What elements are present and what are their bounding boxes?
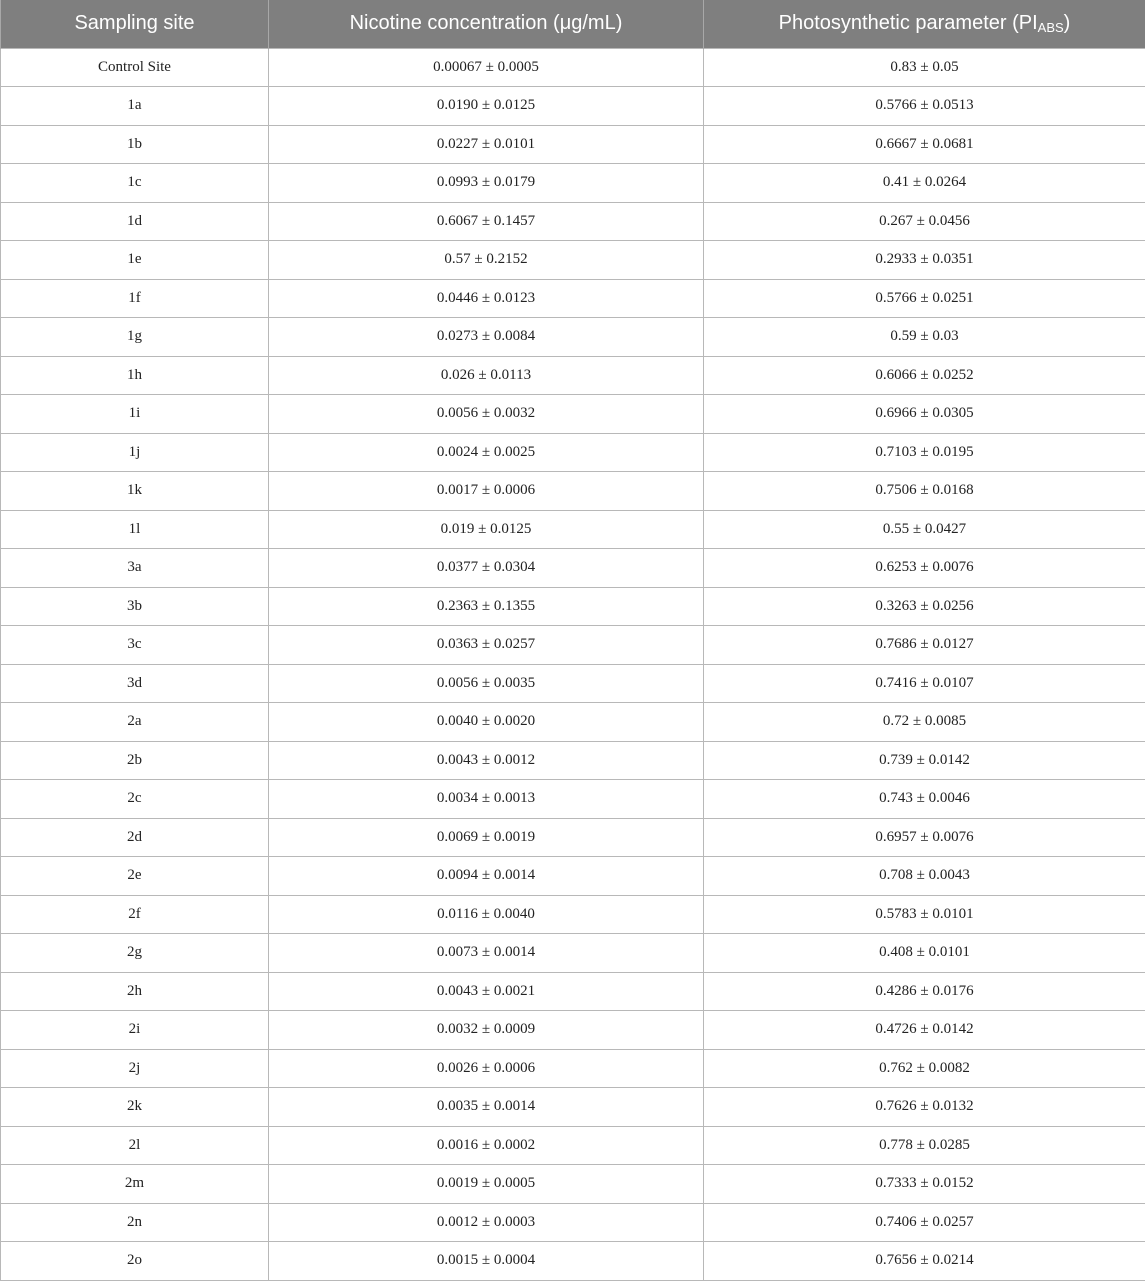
cell-nicotine-concentration: 0.0116 ± 0.0040 (269, 895, 704, 934)
cell-nicotine-concentration: 0.0024 ± 0.0025 (269, 433, 704, 472)
cell-nicotine-concentration: 0.0227 ± 0.0101 (269, 125, 704, 164)
cell-sampling-site: 1b (1, 125, 269, 164)
header-nicotine-concentration: Nicotine concentration (μg/mL) (269, 0, 704, 48)
table-row (1, 279, 1145, 318)
table-body (1, 48, 1145, 1280)
header-photosynthetic-parameter (704, 0, 1145, 48)
cell-photosynthetic-parameter: 0.6966 ± 0.0305 (704, 395, 1145, 434)
cell-nicotine-concentration: 0.57 ± 0.2152 (269, 241, 704, 280)
cell-nicotine-concentration: 0.0056 ± 0.0032 (269, 395, 704, 434)
cell-sampling-site: 1d (1, 202, 269, 241)
cell-sampling-site: 2f (1, 895, 269, 934)
cell-sampling-site: 3c (1, 626, 269, 665)
header-photosynthetic-label: Photosynthetic parameter (PI (779, 12, 1038, 34)
table-row (1, 125, 1145, 164)
cell-nicotine-concentration: 0.0273 ± 0.0084 (269, 318, 704, 357)
cell-photosynthetic-parameter: 0.4286 ± 0.0176 (704, 972, 1145, 1011)
cell-nicotine-concentration: 0.0034 ± 0.0013 (269, 780, 704, 819)
cell-sampling-site: 2n (1, 1203, 269, 1242)
cell-nicotine-concentration: 0.0017 ± 0.0006 (269, 472, 704, 511)
table-row (1, 395, 1145, 434)
cell-photosynthetic-parameter: 0.72 ± 0.0085 (704, 703, 1145, 742)
cell-photosynthetic-parameter: 0.7656 ± 0.0214 (704, 1242, 1145, 1281)
cell-nicotine-concentration: 0.0069 ± 0.0019 (269, 818, 704, 857)
cell-nicotine-concentration: 0.0026 ± 0.0006 (269, 1049, 704, 1088)
cell-photosynthetic-parameter: 0.6667 ± 0.0681 (704, 125, 1145, 164)
cell-photosynthetic-parameter: 0.7626 ± 0.0132 (704, 1088, 1145, 1127)
cell-nicotine-concentration: 0.0073 ± 0.0014 (269, 934, 704, 973)
cell-photosynthetic-parameter: 0.59 ± 0.03 (704, 318, 1145, 357)
cell-photosynthetic-parameter: 0.41 ± 0.0264 (704, 164, 1145, 203)
header-row (1, 0, 1145, 48)
cell-nicotine-concentration: 0.2363 ± 0.1355 (269, 587, 704, 626)
cell-nicotine-concentration: 0.0363 ± 0.0257 (269, 626, 704, 665)
table-row (1, 472, 1145, 511)
table-row (1, 549, 1145, 588)
cell-sampling-site: 3b (1, 587, 269, 626)
cell-sampling-site: 2j (1, 1049, 269, 1088)
table-row (1, 433, 1145, 472)
cell-photosynthetic-parameter: 0.7416 ± 0.0107 (704, 664, 1145, 703)
table-row (1, 241, 1145, 280)
cell-sampling-site: 1g (1, 318, 269, 357)
cell-sampling-site: 2h (1, 972, 269, 1011)
cell-photosynthetic-parameter: 0.6066 ± 0.0252 (704, 356, 1145, 395)
header-photosynthetic-close: ) (1064, 12, 1071, 34)
cell-photosynthetic-parameter: 0.5783 ± 0.0101 (704, 895, 1145, 934)
cell-nicotine-concentration: 0.026 ± 0.0113 (269, 356, 704, 395)
cell-nicotine-concentration: 0.6067 ± 0.1457 (269, 202, 704, 241)
cell-photosynthetic-parameter: 0.267 ± 0.0456 (704, 202, 1145, 241)
cell-photosynthetic-parameter: 0.778 ± 0.0285 (704, 1126, 1145, 1165)
cell-sampling-site: 2e (1, 857, 269, 896)
cell-photosynthetic-parameter: 0.4726 ± 0.0142 (704, 1011, 1145, 1050)
cell-photosynthetic-parameter: 0.3263 ± 0.0256 (704, 587, 1145, 626)
cell-photosynthetic-parameter: 0.7103 ± 0.0195 (704, 433, 1145, 472)
cell-nicotine-concentration: 0.0032 ± 0.0009 (269, 1011, 704, 1050)
table-row (1, 1242, 1145, 1281)
cell-nicotine-concentration: 0.0043 ± 0.0012 (269, 741, 704, 780)
table-row (1, 48, 1145, 87)
cell-nicotine-concentration: 0.019 ± 0.0125 (269, 510, 704, 549)
cell-nicotine-concentration: 0.0035 ± 0.0014 (269, 1088, 704, 1127)
cell-sampling-site: 3d (1, 664, 269, 703)
table-row (1, 703, 1145, 742)
cell-nicotine-concentration: 0.0446 ± 0.0123 (269, 279, 704, 318)
table-row (1, 87, 1145, 126)
cell-photosynthetic-parameter: 0.708 ± 0.0043 (704, 857, 1145, 896)
cell-sampling-site: 2i (1, 1011, 269, 1050)
table-row (1, 1126, 1145, 1165)
cell-sampling-site: 2k (1, 1088, 269, 1127)
cell-nicotine-concentration: 0.0040 ± 0.0020 (269, 703, 704, 742)
cell-photosynthetic-parameter: 0.6957 ± 0.0076 (704, 818, 1145, 857)
table-row (1, 857, 1145, 896)
table-row (1, 664, 1145, 703)
cell-photosynthetic-parameter: 0.2933 ± 0.0351 (704, 241, 1145, 280)
table-row (1, 202, 1145, 241)
cell-sampling-site: 2g (1, 934, 269, 973)
table-row (1, 1049, 1145, 1088)
table-row (1, 1088, 1145, 1127)
cell-nicotine-concentration: 0.0190 ± 0.0125 (269, 87, 704, 126)
table-row (1, 741, 1145, 780)
table-row (1, 1011, 1145, 1050)
cell-nicotine-concentration: 0.0015 ± 0.0004 (269, 1242, 704, 1281)
cell-photosynthetic-parameter: 0.5766 ± 0.0513 (704, 87, 1145, 126)
table-row (1, 1165, 1145, 1204)
cell-sampling-site: 1i (1, 395, 269, 434)
cell-photosynthetic-parameter: 0.7686 ± 0.0127 (704, 626, 1145, 665)
header-sampling-site: Sampling site (1, 0, 269, 48)
cell-sampling-site: 1a (1, 87, 269, 126)
table-row (1, 510, 1145, 549)
cell-photosynthetic-parameter: 0.83 ± 0.05 (704, 48, 1145, 87)
cell-nicotine-concentration: 0.0043 ± 0.0021 (269, 972, 704, 1011)
cell-nicotine-concentration: 0.0016 ± 0.0002 (269, 1126, 704, 1165)
table-row (1, 356, 1145, 395)
table-row (1, 895, 1145, 934)
cell-sampling-site: 1l (1, 510, 269, 549)
cell-photosynthetic-parameter: 0.7333 ± 0.0152 (704, 1165, 1145, 1204)
cell-sampling-site: 2b (1, 741, 269, 780)
cell-nicotine-concentration: 0.0056 ± 0.0035 (269, 664, 704, 703)
table-row (1, 818, 1145, 857)
cell-photosynthetic-parameter: 0.55 ± 0.0427 (704, 510, 1145, 549)
table-row (1, 1203, 1145, 1242)
cell-sampling-site: Control Site (1, 48, 269, 87)
cell-sampling-site: 1k (1, 472, 269, 511)
cell-nicotine-concentration: 0.0094 ± 0.0014 (269, 857, 704, 896)
table-row (1, 934, 1145, 973)
cell-photosynthetic-parameter: 0.762 ± 0.0082 (704, 1049, 1145, 1088)
cell-sampling-site: 2m (1, 1165, 269, 1204)
cell-sampling-site: 2l (1, 1126, 269, 1165)
cell-nicotine-concentration: 0.0993 ± 0.0179 (269, 164, 704, 203)
cell-sampling-site: 2d (1, 818, 269, 857)
cell-sampling-site: 1j (1, 433, 269, 472)
cell-sampling-site: 1c (1, 164, 269, 203)
cell-sampling-site: 1e (1, 241, 269, 280)
cell-sampling-site: 3a (1, 549, 269, 588)
table-row (1, 587, 1145, 626)
table-row (1, 164, 1145, 203)
cell-nicotine-concentration: 0.00067 ± 0.0005 (269, 48, 704, 87)
cell-photosynthetic-parameter: 0.6253 ± 0.0076 (704, 549, 1145, 588)
cell-sampling-site: 1f (1, 279, 269, 318)
cell-sampling-site: 2a (1, 703, 269, 742)
cell-sampling-site: 2o (1, 1242, 269, 1281)
cell-sampling-site: 1h (1, 356, 269, 395)
cell-photosynthetic-parameter: 0.739 ± 0.0142 (704, 741, 1145, 780)
cell-sampling-site: 2c (1, 780, 269, 819)
table-row (1, 780, 1145, 819)
cell-photosynthetic-parameter: 0.7406 ± 0.0257 (704, 1203, 1145, 1242)
cell-photosynthetic-parameter: 0.408 ± 0.0101 (704, 934, 1145, 973)
table-row (1, 972, 1145, 1011)
cell-nicotine-concentration: 0.0019 ± 0.0005 (269, 1165, 704, 1204)
cell-photosynthetic-parameter: 0.5766 ± 0.0251 (704, 279, 1145, 318)
table-row (1, 626, 1145, 665)
cell-nicotine-concentration: 0.0012 ± 0.0003 (269, 1203, 704, 1242)
table-row (1, 318, 1145, 357)
cell-photosynthetic-parameter: 0.7506 ± 0.0168 (704, 472, 1145, 511)
cell-photosynthetic-parameter: 0.743 ± 0.0046 (704, 780, 1145, 819)
header-photosynthetic-subscript: ABS (1038, 20, 1064, 35)
cell-nicotine-concentration: 0.0377 ± 0.0304 (269, 549, 704, 588)
